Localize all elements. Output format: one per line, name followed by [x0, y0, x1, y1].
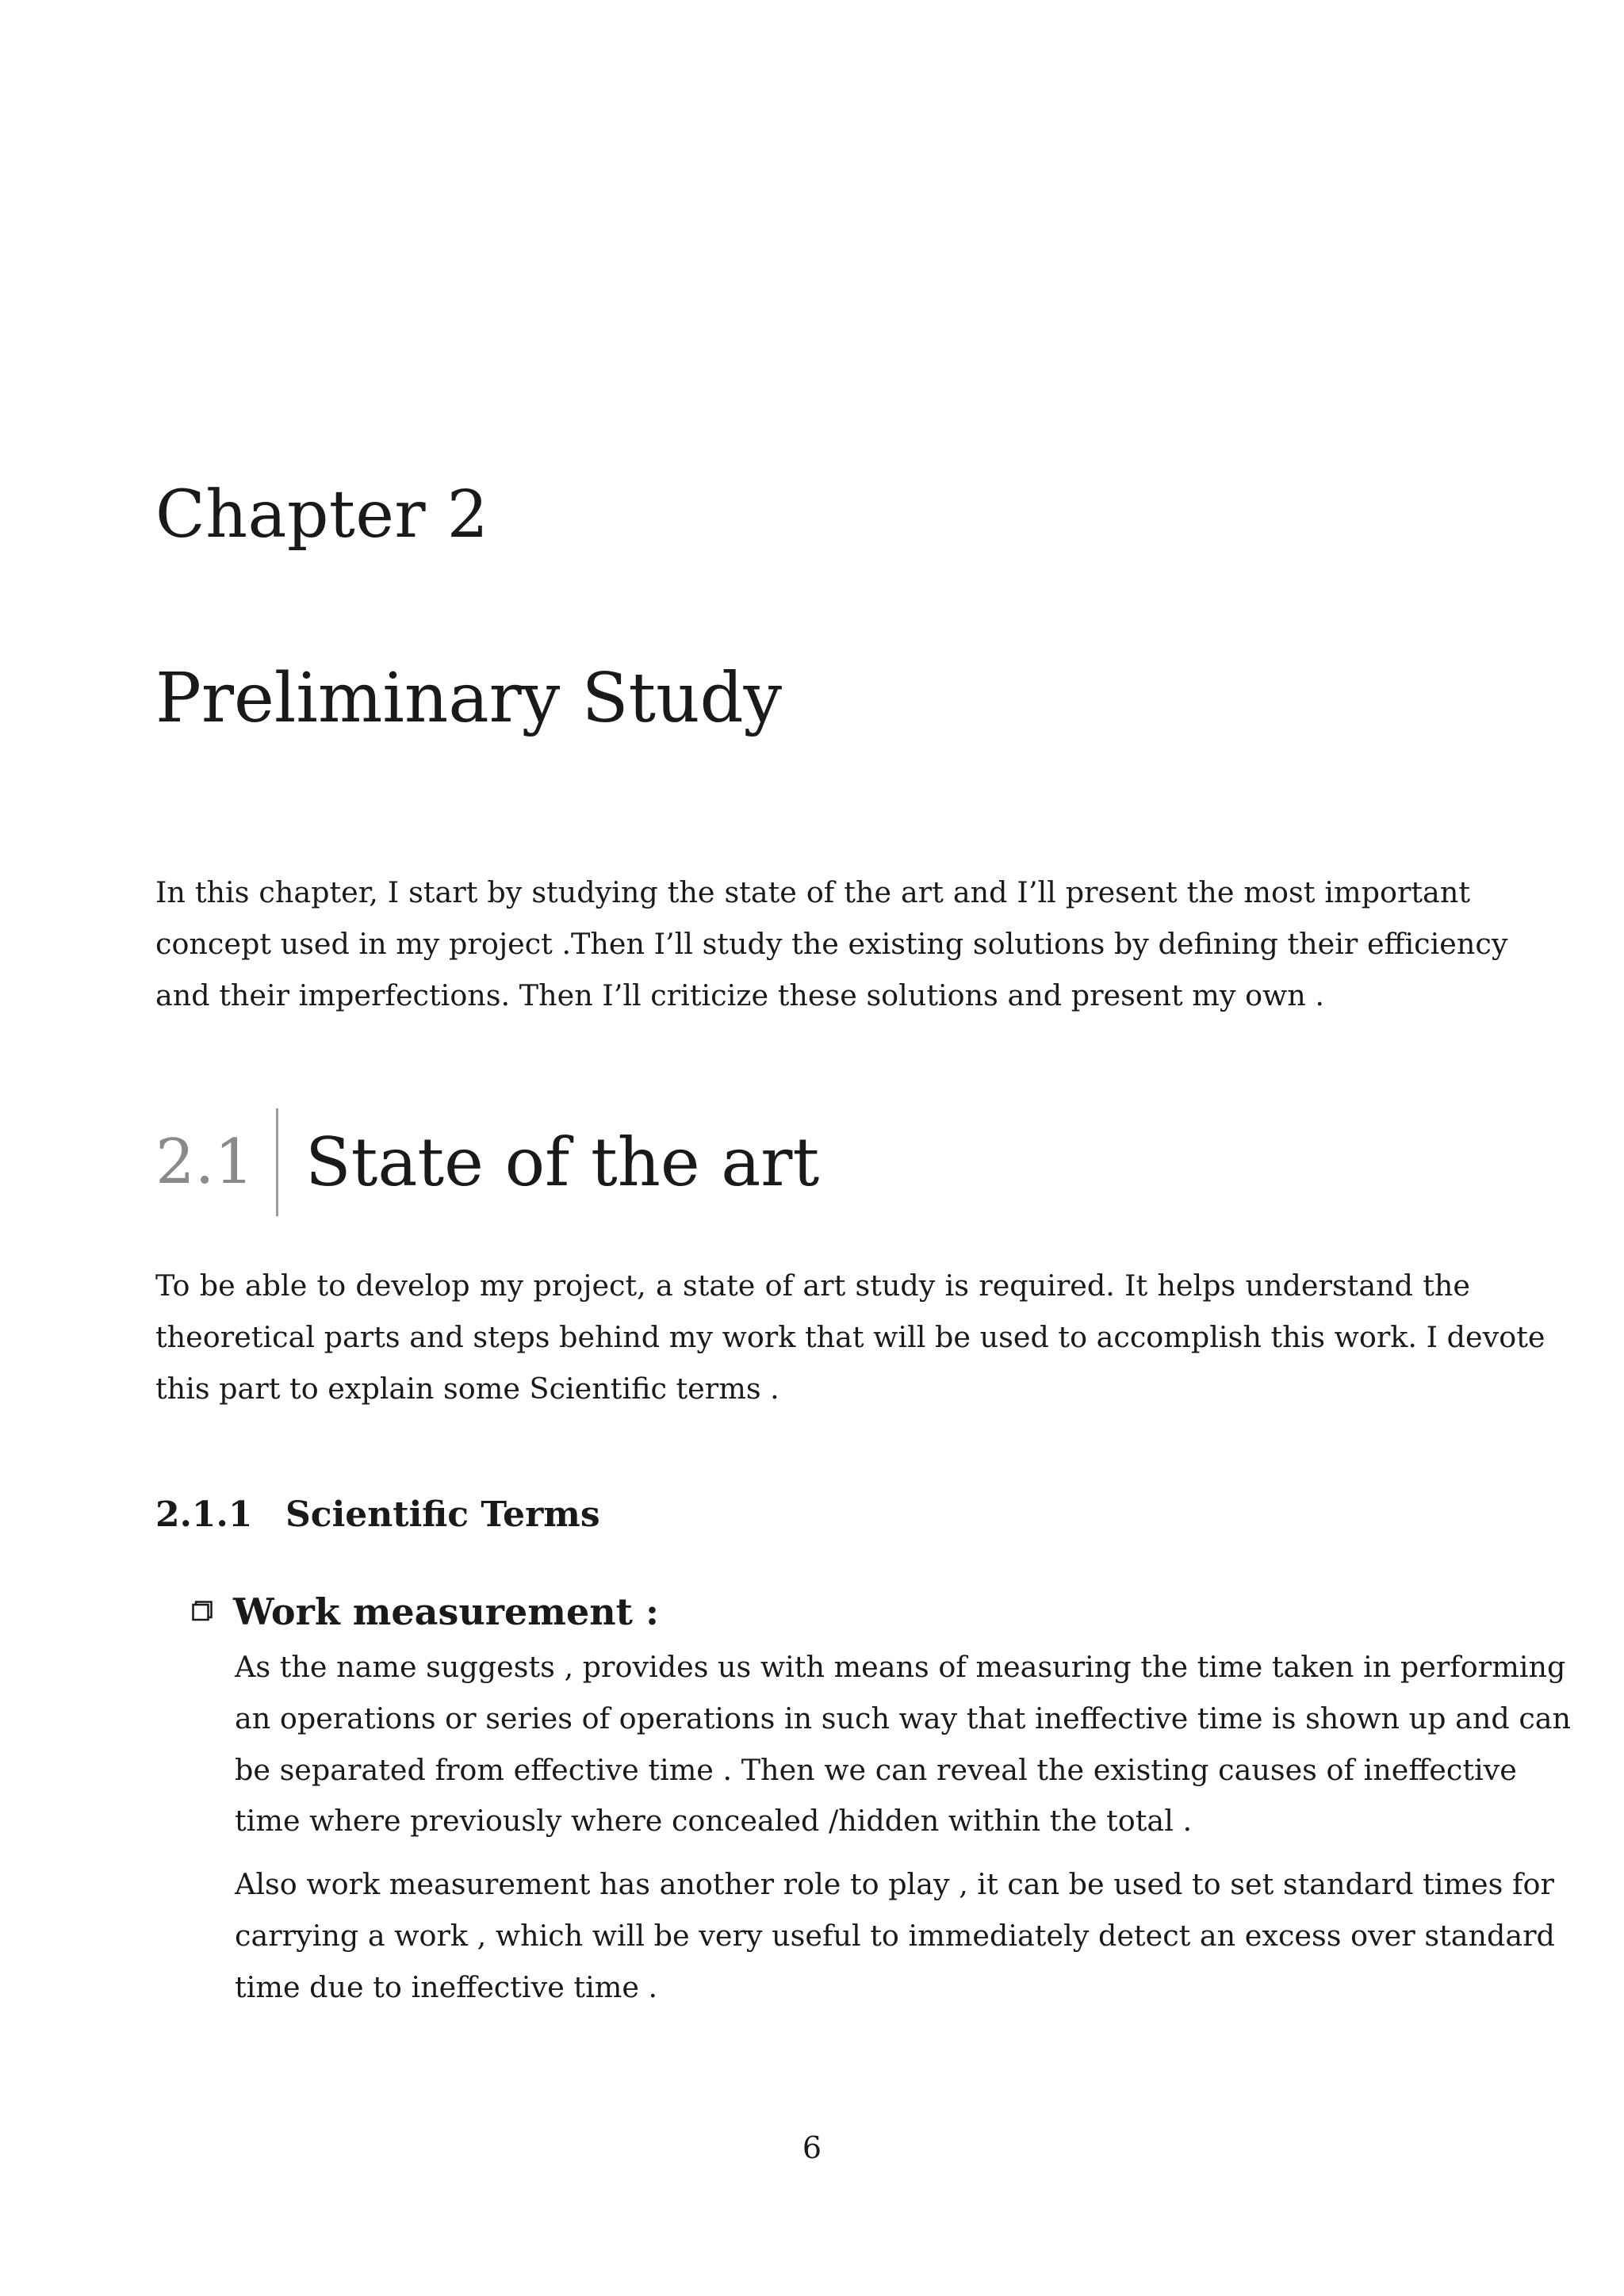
paragraph-line: be separated from effective time . Then we can reveal the existing causes of ineffective [235, 1752, 1517, 1787]
paragraph-line: this part to explain some Scientific terms . [155, 1371, 779, 1406]
section-title: State of the art [305, 1123, 820, 1201]
paragraph-line: an operations or series of operations in such way that ineffective time is shown up and can [235, 1701, 1572, 1735]
chapter-label: Chapter 2 [155, 477, 489, 553]
bullet-paragraph-1 [235, 1642, 1572, 1847]
section-paragraph [155, 1261, 1545, 1414]
chapter-title: Preliminary Study [155, 659, 783, 738]
section-number: 2.1 [155, 1127, 255, 1198]
paragraph-line: In this chapter, I start by studying the state of the art and I’ll present the most important [155, 875, 1470, 909]
paragraph-line: To be able to develop my project, a state of art study is required. It helps understand the [155, 1269, 1470, 1303]
paragraph-line: carrying a work , which will be very useful to immediately detect an excess over standard [235, 1918, 1555, 1953]
paragraph-line: time due to ineffective time . [235, 1969, 658, 2004]
paragraph-line: and their imperfections. Then I’ll criticize these solutions and present my own . [155, 978, 1325, 1012]
subsection-number: 2.1.1 [155, 1494, 253, 1535]
section-divider [276, 1108, 278, 1216]
paragraph-line: theoretical parts and steps behind my work that will be used to accomplish this work. I devote [155, 1319, 1545, 1354]
section-heading [155, 1108, 1470, 1216]
bullet-paragraph-2 [235, 1859, 1555, 2013]
paragraph-line: Also work measurement has another role to play , it can be used to set standard times for [235, 1867, 1554, 1901]
intro-paragraph [155, 867, 1508, 1021]
paragraph-line: concept used in my project .Then I’ll study the existing solutions by defining their efficiency [155, 926, 1508, 961]
page-number: 6 [802, 2130, 822, 2165]
paragraph-line: time where previously where concealed /hidden within the total . [235, 1804, 1193, 1839]
subsection-title: Scientific Terms [285, 1494, 600, 1535]
bullet-heading [192, 1589, 659, 1635]
subsection-heading [155, 1493, 600, 1537]
bullet-heading-text: Work measurement : [233, 1590, 659, 1633]
checkbox-square-icon [192, 1586, 213, 1606]
paragraph-line: As the name suggests , provides us with means of measuring the time taken in performing [235, 1650, 1566, 1684]
